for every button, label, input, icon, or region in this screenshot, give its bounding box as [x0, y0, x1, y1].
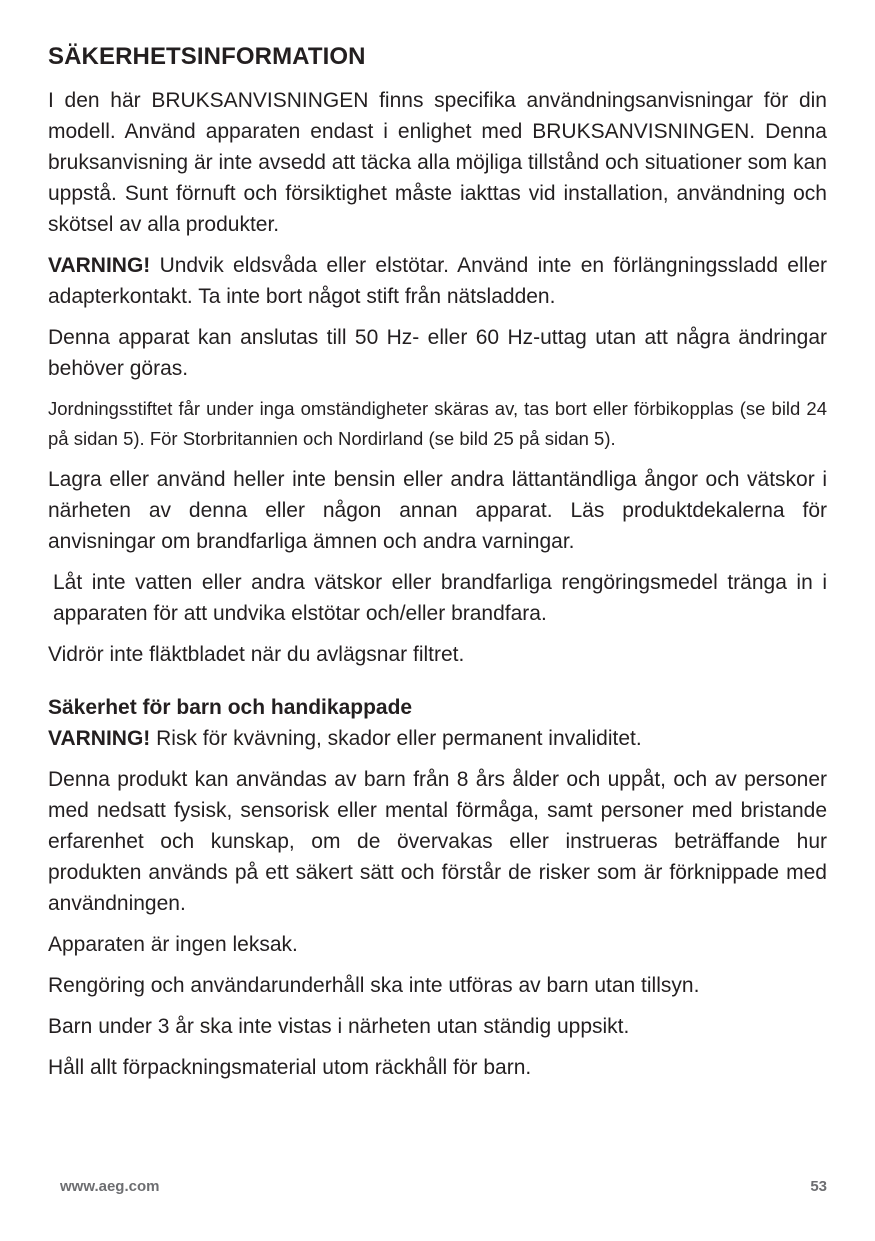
intro-paragraph: I den här BRUKSANVISNINGEN finns specifika användningsanvisningar för din modell. Använd apparaten endast i enlighet med BRUKSANVISNINGEN. Denna bruksanvisning är inte avsedd att täcka alla möjliga tillstånd och situationer som kan uppstå. Sunt förnuft och försiktighet måste iakttas vid installation, användning och skötsel av alla produkter. [48, 89, 827, 236]
not-a-toy-paragraph: Apparaten är ingen leksak. [48, 933, 298, 956]
water-paragraph: Låt inte vatten eller andra vätskor eller brandfarliga rengöringsmedel tränga in i apparaten för att undvika elstötar och/eller brandfara. [53, 571, 827, 625]
warning-text: Risk för kvävning, skador eller permanent invaliditet. [150, 727, 642, 750]
children-usage-paragraph: Denna produkt kan användas av barn från 8 års ålder och uppåt, och av personer med nedsatt fysisk, sensorisk eller mental förmåga, samt personer med bristande erfarenhet och kunskap, om de övervakas eller instrueras beträffande hur produkten används på ett säkert sätt och förstår de risker som är förknippade med användningen. [48, 768, 827, 915]
page-content [48, 38, 827, 1093]
page-footer [60, 1178, 827, 1202]
warning-label: VARNING! [48, 254, 151, 277]
frequency-paragraph: Denna apparat kan anslutas till 50 Hz- eller 60 Hz-uttag utan att några ändringar behöver göras. [48, 326, 827, 380]
cleaning-paragraph: Rengöring och användarunderhåll ska inte utföras av barn utan tillsyn. [48, 974, 700, 997]
flammable-paragraph: Lagra eller använd heller inte bensin eller andra lättantändliga ångor och vätskor i närheten av denna eller någon annan apparat. Läs produktdekalerna för anvisningar om brandfarliga ämnen och andra varningar. [48, 468, 827, 553]
warning-label: VARNING! [48, 727, 151, 750]
page-number: 53 [810, 1178, 827, 1195]
warning-choking-paragraph [48, 723, 827, 754]
warning-text: Undvik eldsvåda eller elstötar. Använd inte en förlängningssladd eller adapterkontakt. Ta inte bort något stift från nätsladden. [48, 254, 827, 308]
under-3-paragraph: Barn under 3 år ska inte vistas i närheten utan ständig uppsikt. [48, 1015, 630, 1038]
packaging-paragraph: Håll allt förpackningsmaterial utom räckhåll för barn. [48, 1056, 532, 1079]
footer-url: www.aeg.com [60, 1178, 160, 1195]
page-title: SÄKERHETSINFORMATION [48, 43, 366, 70]
section-heading: Säkerhet för barn och handikappade [48, 696, 413, 719]
grounding-paragraph: Jordningsstiftet får under inga omständigheter skäras av, tas bort eller förbikopplas (se bild 24 på sidan 5). För Storbritannien och Nordirland (se bild 25 på sidan 5). [48, 398, 827, 449]
fan-blade-paragraph: Vidrör inte fläktbladet när du avlägsnar filtret. [48, 643, 465, 666]
warning-electric-paragraph [48, 250, 827, 312]
